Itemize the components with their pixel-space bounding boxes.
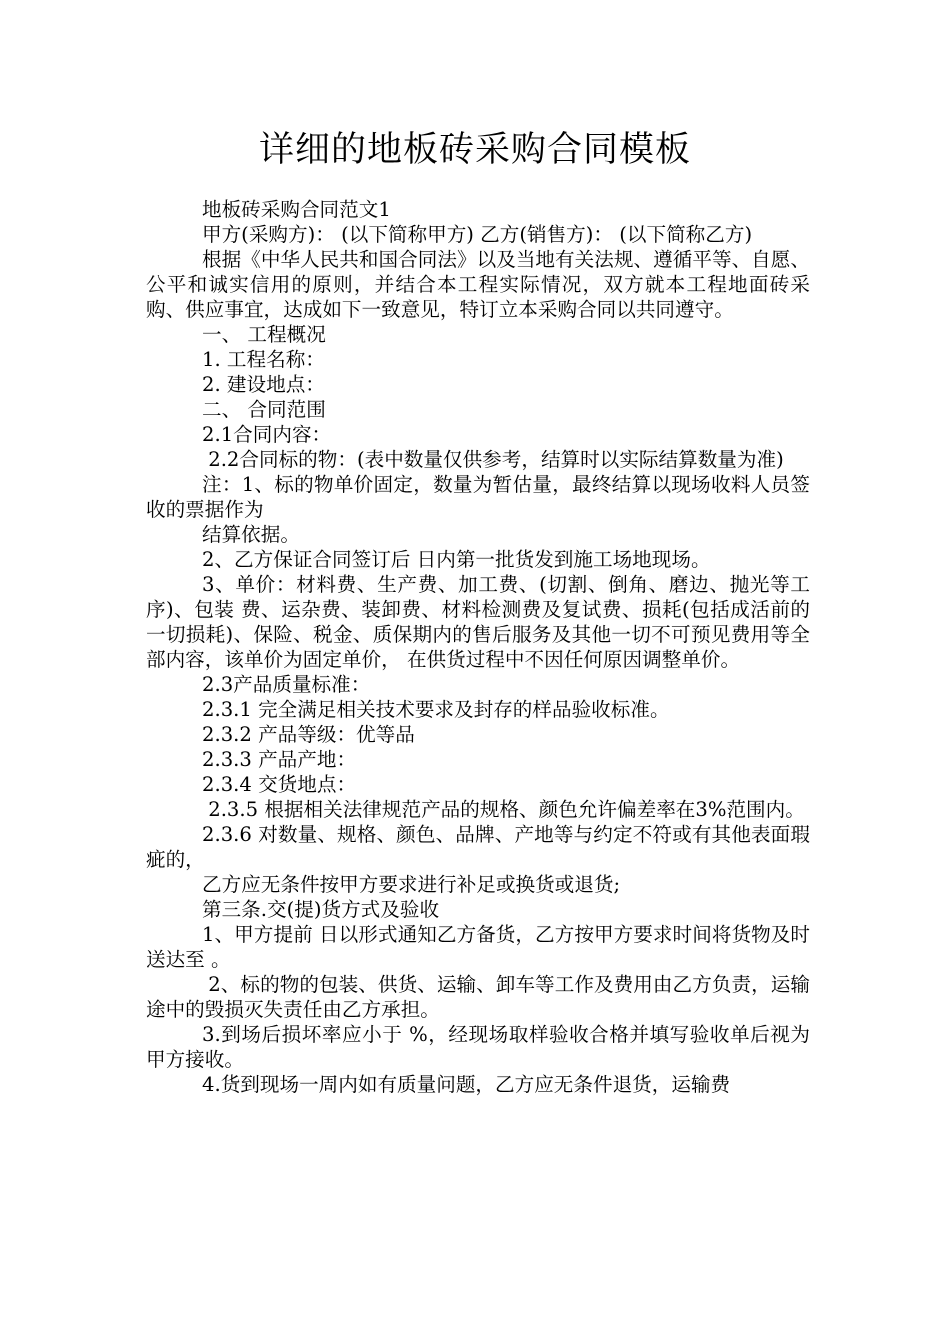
paragraph-2-3-4: 2.3.4 交货地点： xyxy=(202,773,357,796)
paragraph-2-3-3: 2.3.3 产品产地： xyxy=(202,748,357,771)
paragraph-heading-sample: 地板砖采购合同范文1 xyxy=(202,198,391,221)
paragraph-2-3: 2.3产品质量标准： xyxy=(202,673,371,696)
paragraph-project-name: 1. 工程名称： xyxy=(202,348,325,371)
paragraph-2-3-1: 2.3.1 完全满足相关技术要求及封存的样品验收标准。 xyxy=(202,698,670,721)
paragraph-3-2: 2、标的物的包装、供货、运输、卸车等工作及费用由乙方负责，运输途中的毁损灭失责任由乙方承担。 xyxy=(146,973,810,1021)
paragraph-2-3-2: 2.3.2 产品等级：优等品 xyxy=(202,723,415,746)
paragraph-note-3: 3、单价：材料费、生产费、加工费、(切割、倒角、磨边、抛光等工序)、包装 费、运杂费、装卸费、材料检测费及复试费、损耗(包括成活前的一切损耗)、保险、税金、质保期内的售后服务及其他一切不可预见费用等全部内容，该单价为固定单价， 在供货过程中不因任何原因调整单价。 xyxy=(146,573,810,671)
paragraph-2-2: 2.2合同标的物：(表中数量仅供参考，结算时以实际结算数量为准) xyxy=(202,448,784,471)
section-heading-scope: 二、 合同范围 xyxy=(202,398,326,421)
paragraph-2-3-5: 2.3.5 根据相关法律规范产品的规格、颜色允许偏差率在3%范围内。 xyxy=(202,798,805,821)
paragraph-2-3-6-cont: 乙方应无条件按甲方要求进行补足或换货或退货; xyxy=(202,873,621,896)
paragraph-parties: 甲方(采购方)： (以下简称甲方) 乙方(销售方)： (以下简称乙方) xyxy=(202,223,753,246)
document-body xyxy=(146,197,810,1097)
paragraph-note-1: 注：1、标的物单价固定，数量为暂估量，最终结算以现场收料人员签收的票据作为 xyxy=(146,473,810,521)
document-title: 详细的地板砖采购合同模板 xyxy=(258,130,691,170)
paragraph-2-3-6: 2.3.6 对数量、规格、颜色、品牌、产地等与约定不符或有其他表面瑕疵的， xyxy=(146,823,810,871)
paragraph-3-1: 1、甲方提前 日以形式通知乙方备货，乙方按甲方要求时间将货物及时送达至 。 xyxy=(146,923,810,971)
paragraph-note-1-cont: 结算依据。 xyxy=(202,523,300,546)
paragraph-preamble: 根据《中华人民共和国合同法》以及当地有关法规、遵循平等、自愿、公平和诚实信用的原则，并结合本工程实际情况，双方就本工程地面砖采购、供应事宜，达成如下一致意见，特订立本采购合同以共同遵守。 xyxy=(146,248,810,321)
paragraph-build-location: 2. 建设地点： xyxy=(202,373,325,396)
paragraph-3-3: 3.到场后损坏率应小于 %，经现场取样验收合格并填写验收单后视为甲方接收。 xyxy=(146,1023,810,1071)
paragraph-2-1: 2.1合同内容： xyxy=(202,423,332,446)
section-heading-delivery: 第三条.交(提)货方式及验收 xyxy=(202,898,440,921)
section-heading-overview: 一、 工程概况 xyxy=(202,323,326,346)
paragraph-3-4: 4.货到现场一周内如有质量问题，乙方应无条件退货，运输费 xyxy=(202,1073,731,1096)
paragraph-note-2: 2、乙方保证合同签订后 日内第一批货发到施工场地现场。 xyxy=(202,548,711,571)
